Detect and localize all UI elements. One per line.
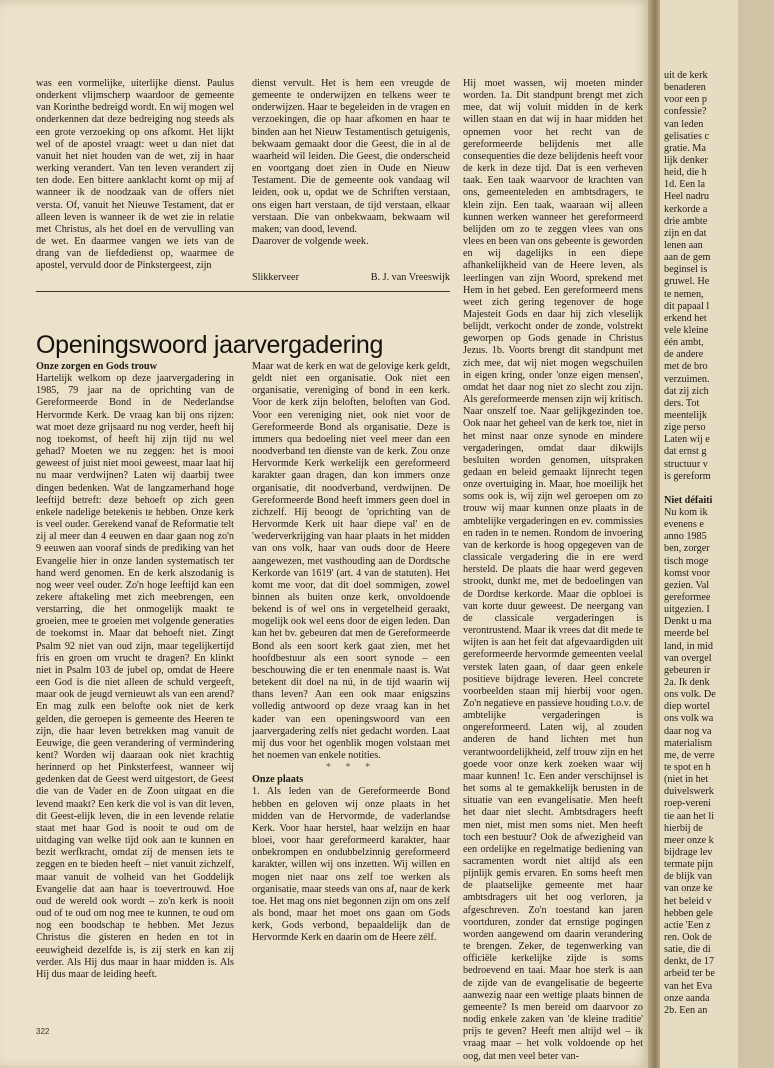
right-page-line: me, de verre	[664, 749, 715, 761]
right-page-line: anno 1985	[664, 531, 707, 543]
right-page-text	[664, 70, 774, 1017]
right-page-line: is gereform	[664, 470, 711, 482]
right-page-line: verzuimen.	[664, 373, 710, 385]
right-page-line: Laten wij e	[664, 434, 710, 446]
right-page-line: (niet in het	[664, 774, 709, 786]
article-body-1: Hartelijk welkom op deze jaarvergadering in 1985, 79 jaar na de oprichting van de Gereformeerde Bond in de Nederlandse Hervormde Kerk. De vraag kan bij ons rijzen: wat moet deze grijsaard nu nog verder, heeft hij nog toekomst, of heeft hij zijn tijd nu wel gehad? Moeten we nu zeggen: het is mooi geweest of juist niet mooi geweest, maar laat hij nu maar verdwijnen? Laten wij daarbij twee dingen bedenken. Wat de langzamerhand hoge leeftijd betreft: deze behoeft op zich geen enkele nadelige betekenis te hebben. Onze kerk is veel ouder. Gerekend vanaf de Reformatie telt zij al meer dan 4 eeuwen en daar gaan nog zo'n 9 eeuwen aan vooraf sinds de prediking van het Evangelie hier in onze landen systematisch ter hand werd genomen. En de kerk alszodanig is nog weer veel ouder. Zo'n hoge leeftijd kan een zekere aftakeling met zich meebrengen, een verstarring, die het onmogelijk maakt te groeien, mee te groeien met volgende generaties de toekomst in. Maar dat behoeft niet. Zingt Psalm 92 niet van oud zijn, maar tegelijkertijd fris en groen om vrucht te dragen? En klinkt niet in Psalm 103 de jubel op, omdat de Heere een God is die niet alleen de schuld vergeeft, maar ook de jeugd vernieuwt als van een arend? En mag zulk een belofte ook niet de kerk gelden, die geroepen is gemeente des Heeren te zijn, die haar leven betrekken mag vanuit de Eeuwige, die geen verandering of vermindering kent? Worden wij daaraan ook niet krachtig herinnerd op het Pinksterfeest, wanneer wij gedenken dat de Geest werd uitgestort, de Geest die van de Vader en de Zoon uitgaat en die levend maakt? Een kerk die vol is van dit leven, dit Geest-elijk leven, die in een levende relatie staat met haar God is nooit te oud om de uitdaging van welke tijd ook aan te kunnen en bezit werfkracht, omdat zij de mensen iets te zeggen en te bieden heeft – niet vanuit zichzelf, maar vanuit de volheid van het Goddelijk Evangelie dat aan haar is toevertrouwd. Hoe oud de wereld ook wordt – zo'n kerk is nooit oud of te oud om nog mee te kunnen, te oud om nog een boodschap te hebben. Met Jezus Christus die gisteren en heden en tot in eeuwigheid dezelfde is, is zij sterk en kan zij verder. Als Hij dus maar in haar midden is. Als Hij dus maar de leiding heeft.	[36, 373, 234, 980]
right-page-line: met de bro	[664, 361, 708, 373]
right-page-line: van leden	[664, 118, 704, 130]
right-page-line: één ambt,	[664, 337, 704, 349]
right-page-line: uitgezien. I	[664, 604, 710, 616]
signature-author: B. J. van Vreeswijk	[370, 272, 450, 283]
right-page-line: lenen aan	[664, 239, 703, 251]
right-page-line: dat zij zich	[664, 385, 709, 397]
right-page-line: heid, die h	[664, 167, 707, 179]
right-page-line: satie, die di	[664, 944, 711, 956]
right-page-line: hebben gele	[664, 907, 713, 919]
right-page-line: gruwel. He	[664, 276, 710, 288]
right-page-line: meerde bel	[664, 628, 709, 640]
article-body-2: Maar wat de kerk en wat de gelovige kerk geldt, geldt niet een organisatie. Ook niet een organisatie, vereniging of bond in een kerk. Voor de kerk zijn beloften, beloften van God. Voor een vereniging niet, ook niet voor de Gereformeerde Bond als organisatie. Deze is immers qua bedoeling niet veel meer dan een noodverband ten dienste van de kerk. Zou onze Hervormde Kerk werkelijk een gereformeerd karakter gaan dragen, dan kon immers onze organisatie, dit noodverband, verdwijnen. De Gereformeerde Bond heeft immers geen doel in zichzelf. Hij beoogt de 'oprichting van de Hervormde Kerk uit haar diepe val' en de 'wederverkrijging van haar plaats in het midden van ons volk, haar van ouds door de Heere aangewezen, met vasthouding aan de Dordtsche Kerkorde van 1619' (art. 4 van de statuten). Het komt me voor, dat dit doel sommigen, zowel binnen als buiten onze kerk, onvoldoende bekend is of wel ons in vergetelheid geraakt, mogelijk ook wel eens door de eigen leden. Dan kan het bv. gebeuren dat men de Gereformeerde Bond als een soort kerk gaat zien, met het hoofdbestuur als een soort synode – een beschouwing die er ten enenmale naast is. Wat betekent dit doel na nú, in de tijd waarin wij thans leven? Aan een ook maar enigszins volledig antwoord op deze vraag kan in het kader van een openingswoord van een jaarvergadering zelfs niet gedacht worden. Laat mij dus voor het ogenblik mogen volstaan met het noemen van enkele notities.	[252, 361, 450, 761]
right-page-line: dat ernst g	[664, 446, 707, 458]
section-stars: * * *	[325, 762, 377, 774]
right-page-line: tisch moge	[664, 555, 709, 567]
right-page-line: van overgel	[664, 652, 712, 664]
right-page-line: gelisaties c	[664, 130, 709, 142]
right-page-line: het beleid v	[664, 895, 712, 907]
right-page-line: dit papaal l	[664, 300, 710, 312]
right-page-line: voor een p	[664, 94, 707, 106]
column-1-top	[36, 78, 234, 286]
right-page-line: van onze ke	[664, 883, 713, 895]
right-page-line: evenens e	[664, 519, 704, 531]
article-body-4: Hij moet wassen, wij moeten minder worden. 1a. Dit standpunt brengt met zich mee, dat wij voluit midden in de kerk willen staan en dat wij in haar midden het opnemen voor het recht van de gereformeerde belijdenis met alle consequenties die deze belijdenis heeft voor de kerk in deze tijd. Dat is een verheven taak. Een taak waarvoor de krachten van ons, gemeenteleden en ambtsdragers, te klein zijn. Een taak, waaraan wij alleen kunnen werken wanneer het gereformeerd belijden om zo te zeggen vlees van ons vlees en been van ons gebeente is geworden en wij dagelijks in een diepe afhankelijkheid van de Heere leven, als leerlingen van zijn Woord, sprekend met Hem in het gebed. Een gereformeerd mens weet zich gering tegenover de hoge Majesteit Gods en daar hij zich vleselijk belijdt, verkocht onder de zonde, volstrekt geworpen op Gods genade in Christus Jezus. 1b. Voorts brengt dit standpunt met zich mee, dat wij niet mogen wegschuilen in eigen kring, onder 'onze eigen mensen', omdat het daar nog niet zo slecht zou zijn. Als gereformeerde mensen zijn wij kritisch. Naar onszelf toe. Naar gelijkgezinden toe. Ook naar het geheel van de kerk toe, niet in het minst naar onze synode en mindere vergaderingen, omdat daar dikwijls besluiten worden genomen, uitspraken gedaan en beleid gemaakt lijnrecht tegen onze overtuiging in. Maar, hoe moeilijk het soms ook is, wij zijn wel geroepen om zo trouw wij maar kunnen onze plaats in de ambtelijke vergaderingen en ev. commissies en raden in te nemen. Rondom de invoering van de kerkorde is hoog opgegeven van de classicale vergadering die in ere werd hersteld. De plaats die haar werd gegeven strookt, dunkt me, met de bedoelingen van de Dordtse kerkorde. Maar die opbloei is van korte duur geweest. De neergang van de classicale vergaderingen is verontrustend. Maar ik vrees dat dit mede te wijten is aan het feit dat afgevaardigden uit gereformeerde hervormde gemeenten veelal verstek laten gaan, of daar geen enkele positieve bijdrage leveren. Heel concrete voorbeelden staan mij hierbij voor ogen. Zo'n negatieve en passieve houding t.o.v. de ambtelijke vergaderingen is ongereformeerd. Laten wij, al zouden anderen de hand lichten met hun verantwoordelijkheid, zelf trouw zijn en het goede voor onze kerk zoeken waar wij maar kunnen! 1c. Een ander verschijnsel is het soms al te gemakkelijk berusten in de situatie van een evangelisatie. Men heeft het daar niet slecht. Ambtsdragers heeft men niet, mist men soms niet. Men heeft toch een bestuur? Ook de afwezigheid van een ordelijke en regelmatige bediening van sacramenten wordt niet altijd als een pijnlijk gemis ervaren. En soms heeft men de plaatselijke gemeente met haar ambtsdragers uit het oog verloren, ja afgeschreven. Zo'n toestand kan jaren voortduren, zonder dat ernstige pogingen worden aangewend om daarin verandering te brengen. Zeker, de tegenwerking van officiële kerkelijke zijde is soms bedroevend en taai. Maar hoe sterk is aan de zijde van de evangelisatie de begeerte aanwezig naar een wettige plaats binnen de gemeente? Is men bereid om daarvoor zo nodig enkele zaken van 'de kleine traditie' prijs te geven? Heeft men altijd wel – ik vraag maar – het volk voldoende op het oog, dat men veel beter van-	[463, 78, 643, 1062]
article-continuation-text-2: dienst vervult. Het is hem een vreugde de gemeente te onderwijzen en telkens weer te onderwijzen. Haar te begeleiden in de vragen en verzoekingen, die op haar afkomen en haar te binden aan het Nieuw Testamentisch getuigenis, bekwaam gemaakt door die Geest, die in al de waarheid wil leiden. Die Geest, die onderscheid en voortgang doet zien in Oude en Nieuw Testament. Die de gemeente ook vandaag wil leiden, ook u, opdat we de Schriften verstaan, ons eigen hart verstaan, de tijd verstaan, elkaar verstaan. Die van onbekwaam, bekwaam wil maken; van dood, levend.	[252, 78, 450, 235]
right-page-line: drie ambte	[664, 215, 708, 227]
right-page-line: 1d. Een la	[664, 179, 706, 191]
right-page-line: zige perso	[664, 422, 706, 434]
right-page-line: ben, zorger	[664, 543, 710, 555]
right-page-line: gezien. Val	[664, 579, 710, 591]
right-page-line: komst voor	[664, 567, 711, 579]
right-page-line: land, in mid	[664, 640, 713, 652]
right-page-line: benaderen	[664, 82, 706, 94]
right-page-line: gratie. Ma	[664, 142, 706, 154]
right-page-heading: Niet défaiti	[664, 494, 713, 506]
right-page-line: te nemen,	[664, 288, 704, 300]
right-page-line: te spot en h	[664, 762, 711, 774]
right-page-line: van het Eva	[664, 980, 713, 992]
column-2-bottom	[252, 361, 450, 1021]
section-divider	[36, 291, 450, 292]
right-page-line: confessie?	[664, 106, 707, 118]
right-page-line: aan de gem	[664, 252, 711, 264]
right-page-line: vele kleine	[664, 324, 709, 336]
right-page-line: lijk denker	[664, 154, 708, 166]
right-page-line: roep-vereni	[664, 798, 711, 810]
right-page-line: ren. Ook de	[664, 931, 712, 943]
article-body-3: 1. Als leden van de Gereformeerde Bond hebben en geloven wij onze plaats in het midden van de Hervormde, de vaderlandse Kerk. Voor haar herstel, haar welzijn en haar bloei, voor haar gereformeerd karakter, haar onbekrompen en ondubbelzinnig gereformeerd karakter, willen wij ons inzetten. Wij willen en mogen niet naar ons zelf toe werken als organisatie, maar steeds van ons af, naar de kerk toe. Het mag ons niet begonnen zijn om ons zelf als bond, maar het moet ons gaan om Gods kerk, Gods verbond, bepaaldelijk dan de Hervormde Kerk en daarin om de Heere zélf.	[252, 786, 450, 944]
right-page-line: kerkorde a	[664, 203, 708, 215]
right-page-line: de blijk van	[664, 871, 713, 883]
right-page-line: materialism	[664, 737, 713, 749]
column-1-bottom	[36, 361, 234, 1021]
right-page-line: ders. Tot	[664, 397, 700, 409]
right-page-line: meer onze k	[664, 834, 714, 846]
right-page-edge	[660, 0, 738, 1068]
column-3	[463, 78, 643, 1062]
closing-line: Daarover de volgende week.	[252, 236, 369, 248]
right-page-gap	[664, 483, 774, 495]
right-page-line: onze aanda	[664, 992, 710, 1004]
right-page-line: structuur v	[664, 458, 708, 470]
right-page-line: gereformee	[664, 592, 711, 604]
right-page-line: Nu kom ik	[664, 507, 708, 519]
right-page-line: erkend het	[664, 312, 707, 324]
right-page-line: actie 'Een z	[664, 919, 711, 931]
right-page-line: hierbij de	[664, 822, 703, 834]
right-page-line: de andere	[664, 349, 704, 361]
right-page-line: denkt, de 17	[664, 956, 715, 968]
right-page-line: Heel nadru	[664, 191, 709, 203]
right-page-line: uit de kerk	[664, 70, 708, 81]
signature-place: Slikkerveer	[252, 272, 299, 283]
right-page-line: gebeuren ir	[664, 664, 711, 676]
right-page-line: 2b. Een an	[664, 1004, 708, 1016]
right-page-line: duivelswerk	[664, 786, 714, 798]
page-number: 322	[36, 1027, 50, 1036]
article-subhead: Onze zorgen en Gods trouw	[36, 361, 157, 372]
right-page-line: 2a. Ik denk	[664, 677, 710, 689]
right-page-line: ons volk wa	[664, 713, 714, 725]
column-2-top	[252, 78, 450, 288]
right-page-line: zijn en dat	[664, 227, 707, 239]
right-page-line: bijdrage lev	[664, 847, 713, 858]
right-page-line: termate pijn	[664, 859, 713, 871]
right-page-line: arbeid ter be	[664, 968, 715, 980]
right-page-line: beginsel is	[664, 264, 708, 276]
signature-line	[252, 272, 450, 286]
right-page-line: ons volk. De	[664, 689, 716, 701]
article-continuation-text: was een vormelijke, uiterlijke dienst. Paulus onderkent vlijmscherp waardoor de gemeente van Korinthe bedreigd wordt. En wij mogen wel onderkennen dat deze bedreiging nog steeds als een grote verzoeking op ons afkomt. Het lijkt wel of de apostel vraagt: weet u dan niet dat vanuit het niet houden van de wet, zij in haar werking verandert. Van ten leven verandert zij ten dode. Een bittere aanklacht komt op mij af wanneer ik de noodzaak van de offers niet versta. Of, vanuit het Nieuwe Testament, dat er alleen leven is wanneer ik de wet zie in relatie met Christus, als het doel en de vervulling van de wet. En daarmee vangen we iets van de drang van de liefdedienst op, waarmee de apostel, vervuld door de Pinkstergeest, zijn	[36, 78, 234, 272]
right-page-line: daar nog va	[664, 725, 712, 737]
right-page-line: tie aan het li	[664, 810, 715, 822]
right-page-line: Denkt u ma	[664, 616, 712, 628]
section-heading: Onze plaats	[252, 774, 304, 786]
right-page-line: diep wortel	[664, 701, 711, 713]
article-headline: Openingswoord jaarvergadering	[36, 331, 384, 359]
right-page-line: meentelijk	[664, 409, 707, 421]
